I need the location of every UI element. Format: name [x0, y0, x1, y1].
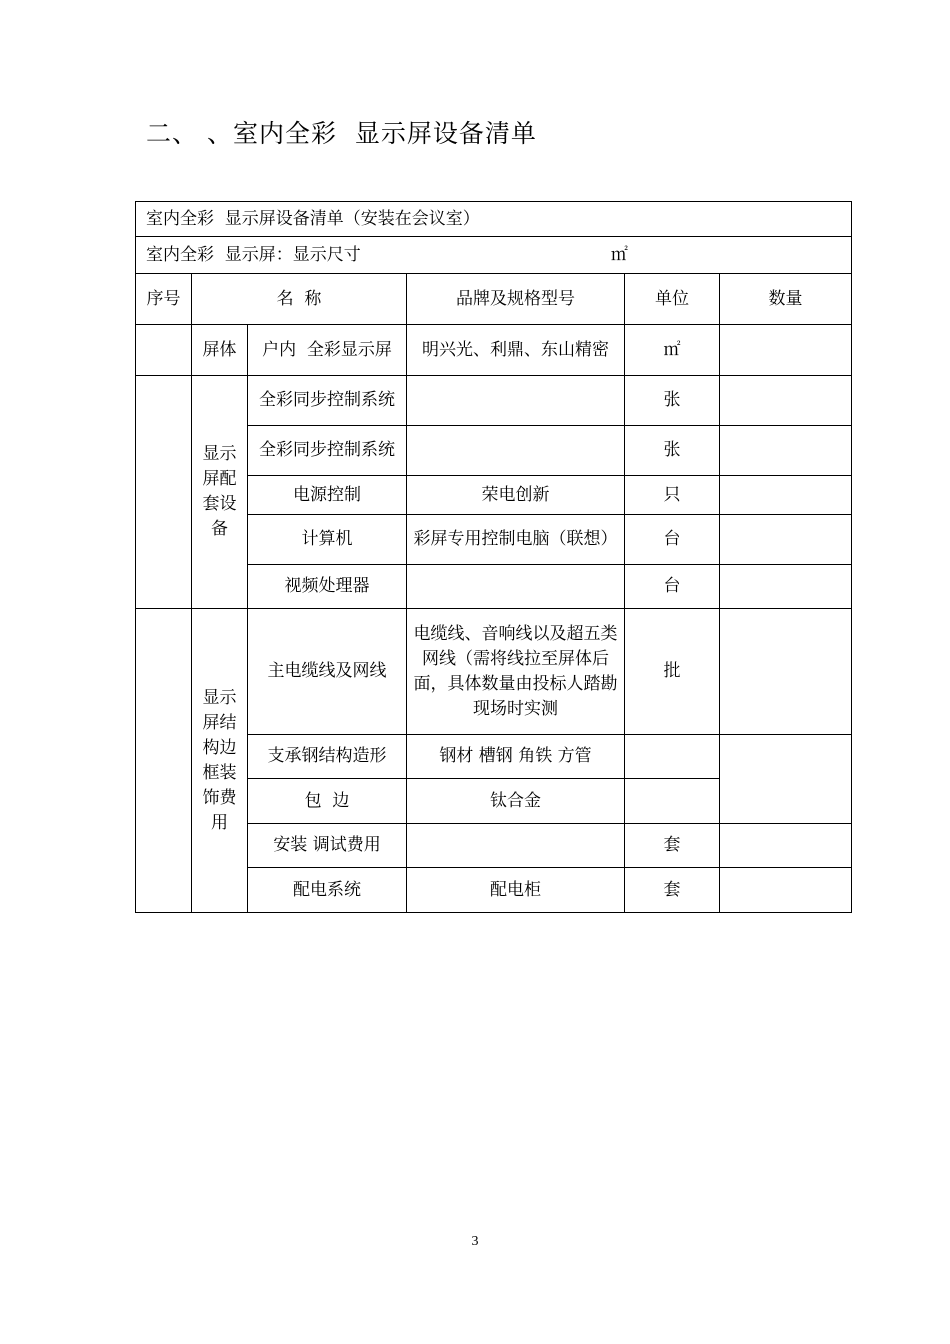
group-cell: 显示屏配套设备	[192, 376, 248, 609]
header-row	[136, 274, 852, 325]
header-qty: 数量	[720, 274, 852, 325]
brand-cell: 彩屏专用控制电脑（联想）	[407, 515, 625, 565]
qty-cell	[720, 476, 852, 515]
unit-cell: 台	[625, 565, 720, 609]
name-cell: 计算机	[248, 515, 407, 565]
unit-cell: 张	[625, 376, 720, 426]
index-cell	[136, 609, 192, 913]
table-row	[136, 376, 852, 426]
group-cell: 显示屏结构边框装饰费用	[192, 609, 248, 913]
header-index: 序号	[136, 274, 192, 325]
name-cell: 户内 全彩显示屏	[248, 325, 407, 376]
unit-cell	[625, 779, 720, 824]
brand-cell	[407, 824, 625, 868]
group-cell: 屏体	[192, 325, 248, 376]
qty-cell	[720, 735, 852, 824]
size-label: 室内全彩 显示屏：显示尺寸	[146, 244, 361, 265]
brand-cell: 配电柜	[407, 868, 625, 913]
name-cell: 配电系统	[248, 868, 407, 913]
name-cell: 全彩同步控制系统	[248, 376, 407, 426]
qty-cell	[720, 426, 852, 476]
qty-cell	[720, 824, 852, 868]
qty-cell	[720, 325, 852, 376]
page-number: 3	[471, 1234, 479, 1249]
name-cell: 全彩同步控制系统	[248, 426, 407, 476]
brand-cell	[407, 426, 625, 476]
table-caption: 室内全彩 显示屏设备清单（安装在会议室）	[136, 202, 852, 237]
brand-cell: 明兴光、利鼎、东山精密	[407, 325, 625, 376]
size-unit: ㎡	[610, 244, 628, 265]
page-title: 二、 、室内全彩 显示屏设备清单	[146, 119, 537, 148]
header-name: 名 称	[192, 274, 407, 325]
size-row	[136, 237, 852, 274]
qty-cell	[720, 609, 852, 735]
brand-cell: 荣电创新	[407, 476, 625, 515]
name-cell: 包 边	[248, 779, 407, 824]
unit-cell: 套	[625, 868, 720, 913]
name-cell: 安装 调试费用	[248, 824, 407, 868]
qty-cell	[720, 376, 852, 426]
size-label-cell	[136, 237, 852, 274]
brand-cell: 钛合金	[407, 779, 625, 824]
unit-cell: 批	[625, 609, 720, 735]
brand-cell: 钢材 槽钢 角铁 方管	[407, 735, 625, 779]
unit-cell: 套	[625, 824, 720, 868]
unit-cell: ㎡	[625, 325, 720, 376]
name-cell: 主电缆线及网线	[248, 609, 407, 735]
name-cell: 视频处理器	[248, 565, 407, 609]
brand-cell	[407, 565, 625, 609]
name-cell: 支承钢结构造形	[248, 735, 407, 779]
unit-cell	[625, 735, 720, 779]
table-row	[136, 609, 852, 735]
qty-cell	[720, 868, 852, 913]
header-brand: 品牌及规格型号	[407, 274, 625, 325]
brand-cell	[407, 376, 625, 426]
unit-cell: 只	[625, 476, 720, 515]
index-cell	[136, 376, 192, 609]
name-cell: 电源控制	[248, 476, 407, 515]
table-row	[136, 325, 852, 376]
unit-cell: 台	[625, 515, 720, 565]
caption-row	[136, 202, 852, 237]
equipment-table	[135, 201, 852, 913]
unit-cell: 张	[625, 426, 720, 476]
brand-cell: 电缆线、音响线以及超五类网线（需将线拉至屏体后面，具体数量由投标人踏勘现场时实测	[407, 609, 625, 735]
index-cell	[136, 325, 192, 376]
qty-cell	[720, 515, 852, 565]
header-unit: 单位	[625, 274, 720, 325]
qty-cell	[720, 565, 852, 609]
